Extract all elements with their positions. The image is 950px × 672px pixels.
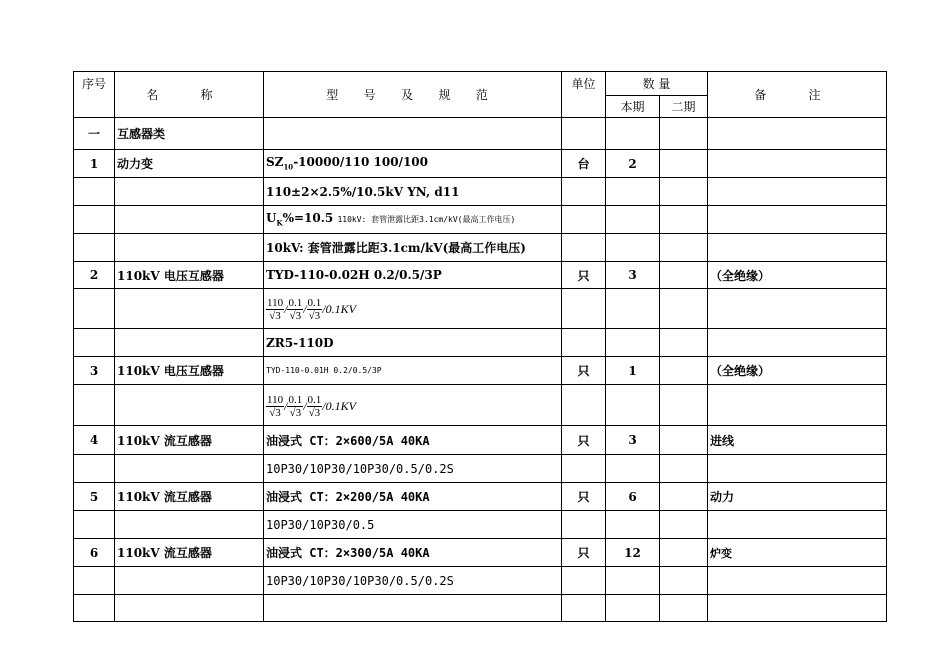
spec-rest: -10000/110 100/100	[293, 155, 429, 170]
row-spec: 10P30/10P30/10P30/0.5/0.2S	[264, 455, 562, 483]
row-qty2	[660, 357, 708, 385]
fraction	[307, 394, 323, 419]
row-seq	[74, 455, 115, 483]
row-qty2	[660, 385, 708, 426]
denominator: √3	[289, 310, 302, 322]
row-qty1: 2	[606, 150, 660, 178]
row-seq	[74, 567, 115, 595]
row-name: 110kV 电压互感器	[115, 357, 264, 385]
row-qty2	[660, 262, 708, 289]
row-name: 110kV 流互感器	[115, 539, 264, 567]
row-name: 110kV 流互感器	[115, 483, 264, 511]
row-qty2	[660, 483, 708, 511]
row-name	[115, 511, 264, 539]
row-qty2	[660, 289, 708, 329]
row-spec: 油浸式 CT：2×300/5A 40KA	[264, 539, 562, 567]
fraction	[307, 297, 323, 322]
row-name: 110kV 流互感器	[115, 426, 264, 455]
row-name	[115, 289, 264, 329]
row-spec	[264, 118, 562, 150]
row-qty1: 12	[606, 539, 660, 567]
row-unit	[562, 455, 606, 483]
row-seq: 6	[74, 539, 115, 567]
row-spec: 10P30/10P30/10P30/0.5/0.2S	[264, 567, 562, 595]
row-qty1: 3	[606, 262, 660, 289]
row-spec	[264, 206, 562, 234]
header-spec: 型 号 及 规 范	[264, 72, 562, 118]
formula-tail: /0.1KV	[322, 302, 356, 316]
row-note	[708, 511, 887, 539]
header-qty: 数 量	[606, 72, 708, 96]
row-note: （全绝缘）	[708, 357, 887, 385]
row-name: 动力变	[115, 150, 264, 178]
numerator: 110	[267, 393, 284, 406]
row-qty1: 3	[606, 426, 660, 455]
row-unit	[562, 385, 606, 426]
row-note: 进线	[708, 426, 887, 455]
row-qty2	[660, 234, 708, 262]
row-seq: 4	[74, 426, 115, 455]
row-spec: TYD-110-0.02H 0.2/0.5/3P	[264, 262, 562, 289]
row-qty1	[606, 289, 660, 329]
row-unit	[562, 511, 606, 539]
denominator: √3	[289, 406, 302, 419]
row-unit	[562, 289, 606, 329]
row-qty1	[606, 511, 660, 539]
row-qty1	[606, 206, 660, 234]
row-name: 互感器类	[115, 118, 264, 150]
row-qty1	[606, 595, 660, 622]
spec-u-rest: %=10.5	[282, 211, 334, 226]
row-spec: 10kV: 套管泄露比距3.1cm/kV(最高工作电压)	[264, 234, 562, 262]
row-qty1: 1	[606, 357, 660, 385]
equipment-table	[73, 71, 887, 622]
row-unit	[562, 118, 606, 150]
row-name	[115, 385, 264, 426]
row-seq	[74, 178, 115, 206]
row-name	[115, 178, 264, 206]
row-unit: 只	[562, 357, 606, 385]
numerator: 110	[267, 297, 284, 309]
row-qty2	[660, 595, 708, 622]
fraction	[287, 297, 303, 322]
table-row	[74, 262, 887, 289]
table-row	[74, 329, 887, 357]
spec-u-sub: K	[276, 218, 283, 228]
table-row	[74, 483, 887, 511]
header-qty-phase2: 二期	[660, 96, 708, 118]
spec-main: SZ	[266, 155, 284, 170]
table-row	[74, 357, 887, 385]
row-note: 炉变	[708, 539, 887, 567]
row-name	[115, 595, 264, 622]
fraction	[266, 297, 284, 322]
row-qty2	[660, 539, 708, 567]
spec-u: U	[266, 211, 277, 226]
row-qty2	[660, 178, 708, 206]
table-row	[74, 150, 887, 178]
voltage-ratio-formula: $\frac{110}{√3}$ / $\frac{0.1}{√3}$ / $\frac{0.1}{√3}$ /0.1KV	[267, 393, 356, 419]
row-unit: 只	[562, 262, 606, 289]
row-note	[708, 289, 887, 329]
row-unit: 只	[562, 483, 606, 511]
denominator: √3	[308, 406, 321, 419]
row-seq: 2	[74, 262, 115, 289]
row-qty1	[606, 178, 660, 206]
fraction	[266, 394, 284, 419]
row-unit: 只	[562, 539, 606, 567]
row-unit	[562, 567, 606, 595]
row-qty2	[660, 455, 708, 483]
row-qty2	[660, 150, 708, 178]
row-unit	[562, 206, 606, 234]
table-row	[74, 385, 887, 426]
numerator: 0.1	[288, 393, 303, 406]
table-row	[74, 118, 887, 150]
table-row	[74, 206, 887, 234]
table-row	[74, 567, 887, 595]
row-note: （全绝缘）	[708, 262, 887, 289]
table-row	[74, 511, 887, 539]
denominator: √3	[308, 310, 321, 322]
row-name	[115, 234, 264, 262]
row-seq: 5	[74, 483, 115, 511]
row-unit	[562, 595, 606, 622]
row-spec	[264, 289, 562, 329]
row-spec: 10P30/10P30/0.5	[264, 511, 562, 539]
row-seq: 3	[74, 357, 115, 385]
header-seq: 序号	[74, 72, 115, 118]
row-name	[115, 455, 264, 483]
row-note	[708, 118, 887, 150]
row-seq	[74, 329, 115, 357]
table-row	[74, 178, 887, 206]
numerator: 0.1	[307, 393, 322, 406]
header-qty-phase1: 本期	[606, 96, 660, 118]
denominator: √3	[269, 406, 281, 419]
header-unit: 单位	[562, 72, 606, 118]
row-seq	[74, 385, 115, 426]
row-spec: 油浸式 CT：2×200/5A 40KA	[264, 483, 562, 511]
row-spec: TYD-110-0.01H 0.2/0.5/3P	[264, 357, 562, 385]
table-row	[74, 539, 887, 567]
row-qty1	[606, 234, 660, 262]
row-seq	[74, 289, 115, 329]
row-qty1	[606, 118, 660, 150]
spec-sub: 10	[283, 162, 294, 172]
header-note: 备 注	[708, 72, 887, 118]
row-spec: ZR5-110D	[264, 329, 562, 357]
row-qty2	[660, 567, 708, 595]
row-spec	[264, 595, 562, 622]
row-name: 110kV 电压互感器	[115, 262, 264, 289]
row-note	[708, 567, 887, 595]
row-note	[708, 595, 887, 622]
row-note	[708, 455, 887, 483]
table-row	[74, 234, 887, 262]
row-qty1	[606, 385, 660, 426]
row-spec	[264, 150, 562, 178]
row-name	[115, 567, 264, 595]
row-qty1	[606, 567, 660, 595]
row-spec: 油浸式 CT：2×600/5A 40KA	[264, 426, 562, 455]
table-row	[74, 426, 887, 455]
row-note	[708, 234, 887, 262]
table-row	[74, 455, 887, 483]
row-unit	[562, 234, 606, 262]
row-unit: 只	[562, 426, 606, 455]
header-name: 名 称	[115, 72, 264, 118]
row-spec	[264, 385, 562, 426]
table-row	[74, 595, 887, 622]
row-qty1: 6	[606, 483, 660, 511]
row-seq	[74, 206, 115, 234]
row-note: 动力	[708, 483, 887, 511]
row-seq	[74, 511, 115, 539]
table-row	[74, 289, 887, 329]
row-unit	[562, 329, 606, 357]
row-unit: 台	[562, 150, 606, 178]
row-note	[708, 206, 887, 234]
row-qty2	[660, 206, 708, 234]
fraction	[287, 394, 303, 419]
row-qty2	[660, 329, 708, 357]
row-spec: 110±2×2.5%/10.5kV YN, d11	[264, 178, 562, 206]
row-qty1	[606, 329, 660, 357]
row-qty1	[606, 455, 660, 483]
row-note	[708, 150, 887, 178]
row-seq: 1	[74, 150, 115, 178]
voltage-ratio-formula: $\frac{110}{√3}$ / $\frac{0.1}{√3}$ / $\frac{0.1}{√3}$ /0.1KV	[267, 297, 356, 322]
row-qty2	[660, 426, 708, 455]
row-note	[708, 329, 887, 357]
row-name	[115, 329, 264, 357]
spec-small: 110kV: 套管泄露比距3.1cm/kV(最高工作电压)	[337, 215, 516, 225]
row-seq	[74, 595, 115, 622]
row-note	[708, 385, 887, 426]
formula-tail: /0.1KV	[322, 398, 356, 413]
row-name	[115, 206, 264, 234]
numerator: 0.1	[288, 297, 303, 309]
row-qty2	[660, 511, 708, 539]
row-seq	[74, 234, 115, 262]
row-qty2	[660, 118, 708, 150]
row-note	[708, 178, 887, 206]
numerator: 0.1	[307, 297, 322, 309]
row-seq: 一	[74, 118, 115, 150]
row-unit	[562, 178, 606, 206]
denominator: √3	[269, 310, 281, 322]
